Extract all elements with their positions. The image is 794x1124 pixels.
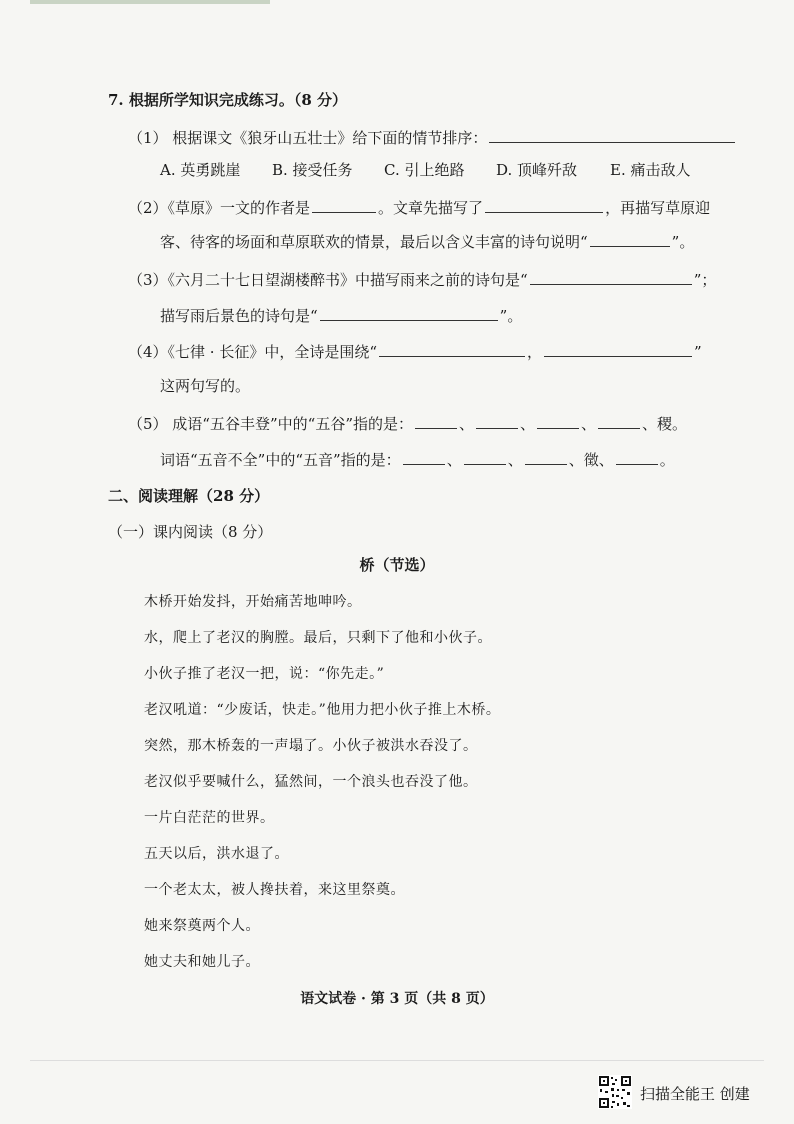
passage-line: 她丈夫和她儿子。 xyxy=(144,954,260,970)
answer-blank[interactable] xyxy=(312,198,376,213)
answer-blank[interactable] xyxy=(530,270,692,285)
q7-part1 xyxy=(128,128,737,148)
q7-part3-line1 xyxy=(128,270,716,290)
answer-blank[interactable] xyxy=(476,414,518,429)
option-d: D. 顶峰歼敌 xyxy=(496,161,578,179)
page-footer: 语文试卷 · 第 3 页（共 8 页） xyxy=(300,991,494,1007)
q7-part2-line2 xyxy=(160,232,694,252)
q7-part4-text-b: ， xyxy=(527,343,543,361)
passage-line: 水，爬上了老汉的胸膛。最后，只剩下了他和小伙子。 xyxy=(144,630,492,646)
q7-part4-line1 xyxy=(128,342,702,362)
section-2-title: 二、阅读理解（28 分） xyxy=(108,487,270,505)
answer-blank[interactable] xyxy=(485,198,603,213)
q7-part2-line1 xyxy=(128,198,710,218)
q7-part3-text-b: ”； xyxy=(693,271,717,289)
answer-blank[interactable] xyxy=(403,450,445,465)
option-e: E. 痛击敌人 xyxy=(610,161,691,179)
answer-blank[interactable] xyxy=(525,450,567,465)
q7-part5-text-wei: 、徵、 xyxy=(568,451,614,469)
answer-blank[interactable] xyxy=(544,342,692,357)
q7-part4-text-a: （4）《七律 · 长征》中，全诗是围绕“ xyxy=(128,343,378,361)
passage-line: 小伙子推了老汉一把，说：“你先走。” xyxy=(144,666,385,682)
option-b: B. 接受任务 xyxy=(272,161,353,179)
q7-part2-text-e: ”。 xyxy=(671,233,695,251)
q7-part2-text-d: 客、待客的场面和草原联欢的情景，最后以含义丰富的诗句说明“ xyxy=(160,233,588,251)
answer-blank[interactable] xyxy=(415,414,457,429)
q7-part4-text-c: ” xyxy=(694,343,702,361)
answer-blank[interactable] xyxy=(464,450,506,465)
q7-part5-line1: （5） 成语“五谷丰登”中的“五谷”指的是： 、 、 、 、稷。 xyxy=(128,415,688,433)
option-c: C. 引上绝路 xyxy=(384,161,465,179)
q7-part5-text-end2: 。 xyxy=(659,451,675,469)
q7-part4-line2: 这两句写的。 xyxy=(160,377,251,395)
answer-blank[interactable] xyxy=(489,128,735,143)
q7-part2-text-b: 。文章先描写了 xyxy=(378,199,484,217)
passage-line: 一片白茫茫的世界。 xyxy=(144,810,275,826)
q7-part5-text-a: （5） 成语“五谷丰登”中的“五谷”指的是： xyxy=(128,415,413,433)
q7-part3-text-a: （3）《六月二十七日望湖楼醉书》中描写雨来之前的诗句是“ xyxy=(128,271,528,289)
q7-part1-options xyxy=(160,160,691,180)
q7-part2-text-c: ，再描写草原迎 xyxy=(605,199,711,217)
option-a: A. 英勇跳崖 xyxy=(160,161,241,179)
q7-part3-text-d: ”。 xyxy=(499,307,523,325)
q7-part5-text-end: 、稷。 xyxy=(642,415,688,433)
answer-blank[interactable] xyxy=(616,450,658,465)
answer-blank[interactable] xyxy=(320,306,498,321)
q7-part5-line2: 词语“五音不全”中的“五音”指的是： 、 、 、徵、 。 xyxy=(160,451,675,469)
answer-blank[interactable] xyxy=(379,342,525,357)
passage-line: 老汉吼道：“少废话，快走。”他用力把小伙子推上木桥。 xyxy=(144,702,501,718)
q7-part3-line2 xyxy=(160,306,522,326)
passage-line: 老汉似乎要喊什么，猛然间，一个浪头也吞没了他。 xyxy=(144,774,478,790)
answer-blank[interactable] xyxy=(537,414,579,429)
passage-line: 一个老太太，被人搀扶着，来这里祭奠。 xyxy=(144,882,405,898)
answer-blank[interactable] xyxy=(590,232,670,247)
q7-part1-text: （1） 根据课文《狼牙山五壮士》给下面的情节排序： xyxy=(128,129,488,147)
divider xyxy=(30,1060,764,1061)
passage-title: 桥（节选） xyxy=(359,556,435,574)
q7-part2-text-a: （2）《草原》一文的作者是 xyxy=(128,199,311,217)
passage-line: 木桥开始发抖，开始痛苦地呻吟。 xyxy=(144,594,362,610)
scanner-watermark: 扫描全能王 创建 xyxy=(640,1085,750,1103)
scan-edge-mark xyxy=(30,0,270,4)
q7-part3-text-c: 描写雨后景色的诗句是“ xyxy=(160,307,318,325)
section-2-subtitle: （一）课内阅读（8 分） xyxy=(108,523,273,541)
q7-part5-text-b: 词语“五音不全”中的“五音”指的是： xyxy=(160,451,401,469)
qr-code-icon xyxy=(598,1075,632,1109)
question-7-title: 7. 根据所学知识完成练习。（8 分） xyxy=(108,91,348,109)
answer-blank[interactable] xyxy=(598,414,640,429)
passage-line: 她来祭奠两个人。 xyxy=(144,918,260,934)
passage-line: 突然，那木桥轰的一声塌了。小伙子被洪水吞没了。 xyxy=(144,738,478,754)
passage-line: 五天以后，洪水退了。 xyxy=(144,846,289,862)
